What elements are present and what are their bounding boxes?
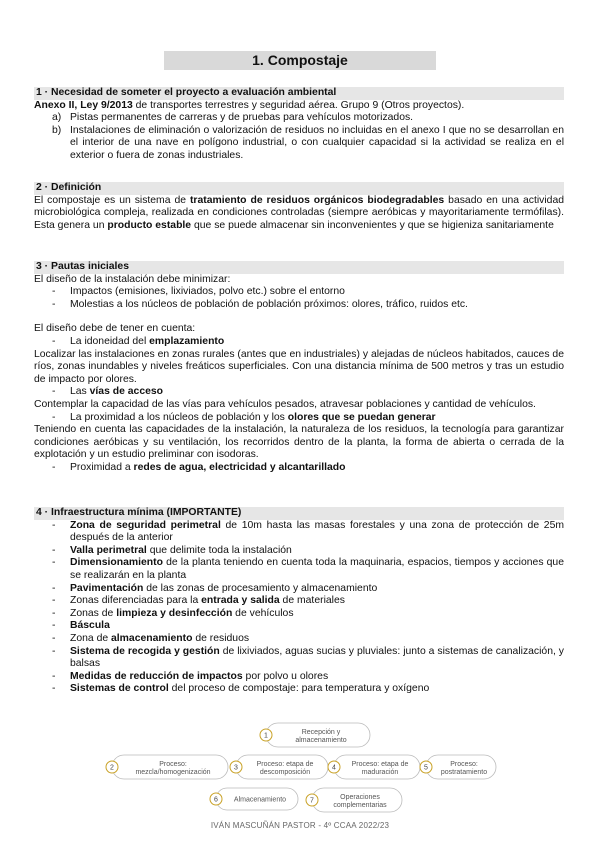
list-item: - Zona de seguridad perimetral de 10m hasta las masas forestales y una zona de protección de 25m después de la anterior [34,520,564,545]
section-1-heading: 1 · Necesidad de someter el proyecto a evaluación ambiental [34,87,564,100]
step-label-line2: mezcla/homogenización [135,769,211,776]
step-label-line1: Operaciones [340,794,380,801]
list-item: - Medidas de reducción de impactos por polvo u olores [34,671,564,684]
step-number: 3 [234,764,238,772]
list-item: - Impactos (emisiones, lixiviados, polvo etc.) sobre el entorno [34,286,564,299]
step-label-line1: Proceso: etapa de [256,761,314,768]
step-number: 6 [214,796,218,804]
paragraph: El diseño de la instalación debe minimizar: [34,273,231,285]
step-label-line2: descomposición [259,769,311,776]
section-4 [34,507,564,696]
list-item: b) Instalaciones de eliminación o valorización de residuos no incluidas en el anexo I que no se desarrollan en el interior de una nave en polígono industrial, o con cualquier capacidad si la actividad se realiza en el exterior o fuera de zonas industriales. [52,124,564,161]
minimize-list [34,286,564,311]
section-3-heading: 3 · Pautas iniciales [34,261,564,274]
step-number: 5 [424,764,428,772]
paragraph: Contemplar la capacidad de las vías para vehículos pesados, atravesar poblaciones y cantidad de vehículos. [34,398,536,410]
diagram-step-7 [306,788,402,812]
list-item: a) Pistas permanentes de carreras y de pruebas para vehículos motorizados. [52,112,414,124]
list-item: - Sistema de recogida y gestión de lixiviados, aguas sucias y pluviales: junto a sistemas de canalización, y balsas [34,646,564,671]
definition-text: El compostaje es un sistema de tratamiento de residuos orgánicos biodegradables basado en una actividad microbiológica compleja, realizada en condiciones controladas (siempre aeróbicas y mayoritariamente termófilas). Esta genera un producto estable que se puede almacenar sin inconvenientes y que se higieniza sanitariamente [34,194,564,231]
step-label-line2: almacenamiento [295,737,347,744]
criterion-heading: - La proximidad a los núcleos de población y los olores que se puedan generar [34,412,564,425]
section-2 [34,182,564,232]
list-item: - Zonas diferenciadas para la entrada y salida de materiales [34,595,564,608]
step-label-line1: Proceso: [159,761,187,768]
law-items [34,112,564,162]
step-label-line1: Recepción y [301,729,341,736]
step-label-line2: postratamiento [440,769,488,776]
diagram-step-3 [230,755,328,779]
diagram-step-6 [210,788,298,810]
diagram-step-1 [260,723,370,747]
step-number: 4 [332,764,336,772]
list-item: - Molestias a los núcleos de población de población próximos: olores, tráfico, ruidos etc. [34,299,564,312]
section-3 [34,261,564,475]
list-item: - Pavimentación de las zonas de procesamiento y almacenamiento [34,583,564,596]
step-label-line1: Proceso: etapa de [351,761,409,768]
diagram-step-2 [106,755,228,779]
list-item: - Sistemas de control del proceso de compostaje: para temperatura y oxígeno [34,683,564,696]
paragraph: Teniendo en cuenta las capacidades de la instalación, la naturaleza de los residuos, la tecnología para garantizar condiciones aeróbicas y su ventilación, los recorridos dentro de la planta, la forma de abierta o cerrada de la explotación y un estudio preliminar con isodoras. [34,424,564,461]
list-item: - Dimensionamiento de la planta teniendo en cuenta toda la maquinaria, espacios, tiempos y acciones que se realizarán en la planta [34,557,564,582]
diagram-step-4 [328,755,420,779]
section-2-heading: 2 · Definición [34,182,564,195]
criterion-heading: - Las vías de acceso [34,386,564,399]
step-label-line2: maduración [361,769,399,776]
step-label-line1: Almacenamiento [233,796,287,804]
infrastructure-list [34,520,564,696]
step-number: 7 [310,797,314,805]
list-item: - Valla perimetral que delimite toda la instalación [34,545,564,558]
step-number: 2 [110,764,114,772]
paragraph: Localizar las instalaciones en zonas rurales (antes que en industriales) y alejadas de núcleos habitados, cauces de ríos, zonas inundables y niveles freáticos superficiales. Con una distancia mínima de 500 metros y tras un estudio de impacto por olores. [34,348,564,385]
footer: IVÁN MASCUÑÁN PASTOR - 4º CCAA 2022/23 [210,821,390,830]
diagram-step-5 [420,755,496,779]
paragraph: El diseño debe de tener en cuenta: [34,323,196,335]
criterion-heading: - Proximidad a redes de agua, electricidad y alcantarillado [34,462,564,475]
process-diagram [100,720,500,816]
list-item: - Zona de almacenamiento de residuos [34,633,564,646]
list-item: - Zonas de limpieza y desinfección de vehículos [34,608,564,621]
criterion-heading: - La idoneidad del emplazamiento [34,336,564,349]
section-1 [34,87,564,163]
step-label-line2: complementarias [333,802,387,809]
step-number: 1 [264,732,268,740]
list-item: - Báscula [34,620,564,633]
law-reference: Anexo II, Ley 9/2013 de transportes terrestres y seguridad aérea. Grupo 9 (Otros proyectos). [34,99,465,111]
section-4-heading: 4 · Infraestructura mínima (IMPORTANTE) [34,507,564,520]
page-title: 1. Compostaje [164,51,436,70]
step-label-line1: Proceso: [450,761,478,768]
